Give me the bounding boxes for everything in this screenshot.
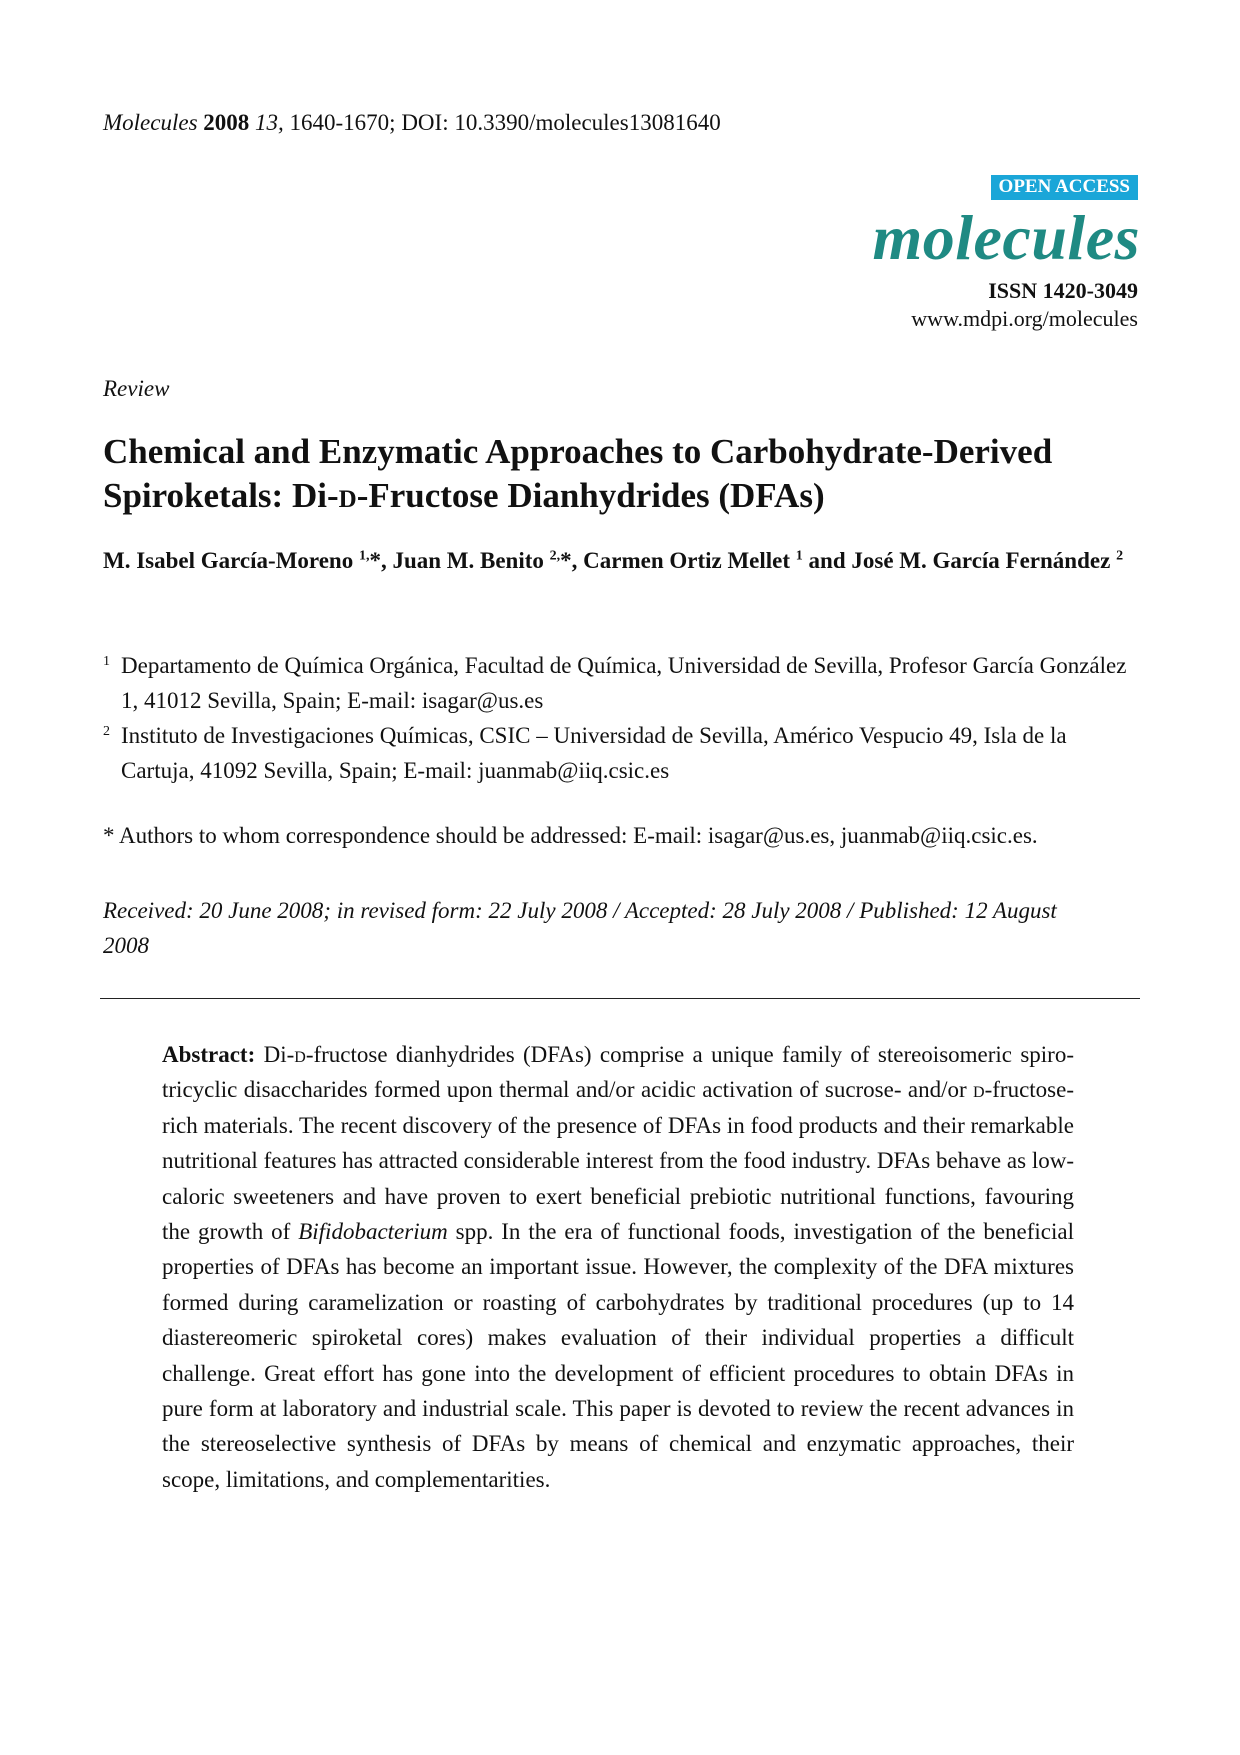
affiliation-2 — [103, 718, 1131, 788]
open-access-badge: OPEN ACCESS — [991, 175, 1138, 200]
issn: ISSN 1420-3049 — [988, 278, 1138, 303]
affiliation-text: Instituto de Investigaciones Químicas, CSIC – Universidad de Sevilla, Américo Vespucio 49, Isla de la Cartuja, 41092 Sevilla, Spain; E-mail: juanmab@iiq.csic.es — [121, 723, 1067, 783]
author-mark: and — [802, 548, 846, 573]
author-affil-mark: 2, — [549, 548, 561, 564]
author-list — [103, 543, 1143, 579]
author-mark: *, — [560, 548, 578, 573]
journal-logo: molecules — [872, 202, 1140, 273]
citation-header — [103, 110, 721, 136]
section-divider — [100, 998, 1140, 999]
affiliation-number: 2 — [103, 724, 110, 739]
citation-volume: 13, — [255, 110, 284, 135]
affiliation-1 — [103, 648, 1131, 718]
author-affil-mark: 1 — [795, 548, 803, 564]
author-affil-mark: 2 — [1116, 548, 1124, 564]
article-type: Review — [103, 376, 170, 401]
author-name: M. Isabel García-Moreno — [103, 548, 354, 573]
journal-url[interactable]: www.mdpi.org/molecules — [911, 306, 1138, 331]
author-affil-mark: 1, — [358, 548, 370, 564]
author-mark: *, — [369, 548, 387, 573]
publication-dates: Received: 20 June 2008; in revised form: 22 July 2008 / Accepted: 28 July 2008 / Published: 12 August 2008 — [103, 898, 1057, 958]
abstract: Abstract: Di-d-fructose dianhydrides (DFAs) comprise a unique family of stereoisomeric spiro-tricyclic disaccharides formed upon thermal and/or acidic activation of sucrose- and/or d-fructose-rich materials. The recent discovery of the presence of DFAs in food products and their remarkable nutritional features has attracted considerable interest from the food industry. DFAs behave as low-caloric sweeteners and have proven to exert beneficial prebiotic nutritional functions, favouring the growth of Bifidobacterium spp. In the era of functional foods, investigation of the beneficial properties of DFAs has become an important issue. However, the complexity of the DFA mixtures formed during caramelization or roasting of carbohydrates by traditional procedures (up to 14 diastereomeric spiroketal cores) makes evaluation of their individual properties a difficult challenge. Great effort has gone into the development of efficient procedures to obtain DFAs in pure form at laboratory and industrial scale. This paper is devoted to review the recent advances in the stereoselective synthesis of DFAs by means of chemical and enzymatic approaches, their scope, limitations, and complementarities. — [162, 1042, 1074, 1492]
author-name: José M. García Fernández — [851, 548, 1111, 573]
paper-title: Chemical and Enzymatic Approaches to Carbohydrate-Derived Spiroketals: Di-d-Fructose Dianhydrides (DFAs) — [103, 432, 1053, 515]
correspondence-note: * Authors to whom correspondence should be addressed: E-mail: isagar@us.es, juanmab@iiq.csic.es. — [103, 823, 1038, 848]
affiliation-text: Departamento de Química Orgánica, Facultad de Química, Universidad de Sevilla, Profesor García González 1, 41012 Sevilla, Spain; E-mail: isagar@us.es — [121, 653, 1127, 713]
abstract-label: Abstract: — [162, 1042, 256, 1067]
journal-name: Molecules — [103, 110, 198, 135]
species-name: Bifidobacterium — [298, 1219, 448, 1245]
author-name: Carmen Ortiz Mellet — [583, 548, 791, 573]
citation-year: 2008 — [203, 110, 250, 135]
affiliation-number: 1 — [103, 654, 110, 669]
citation-pages-doi: 1640-1670; DOI: 10.3390/molecules13081640 — [283, 110, 721, 135]
author-name: Juan M. Benito — [392, 548, 544, 573]
